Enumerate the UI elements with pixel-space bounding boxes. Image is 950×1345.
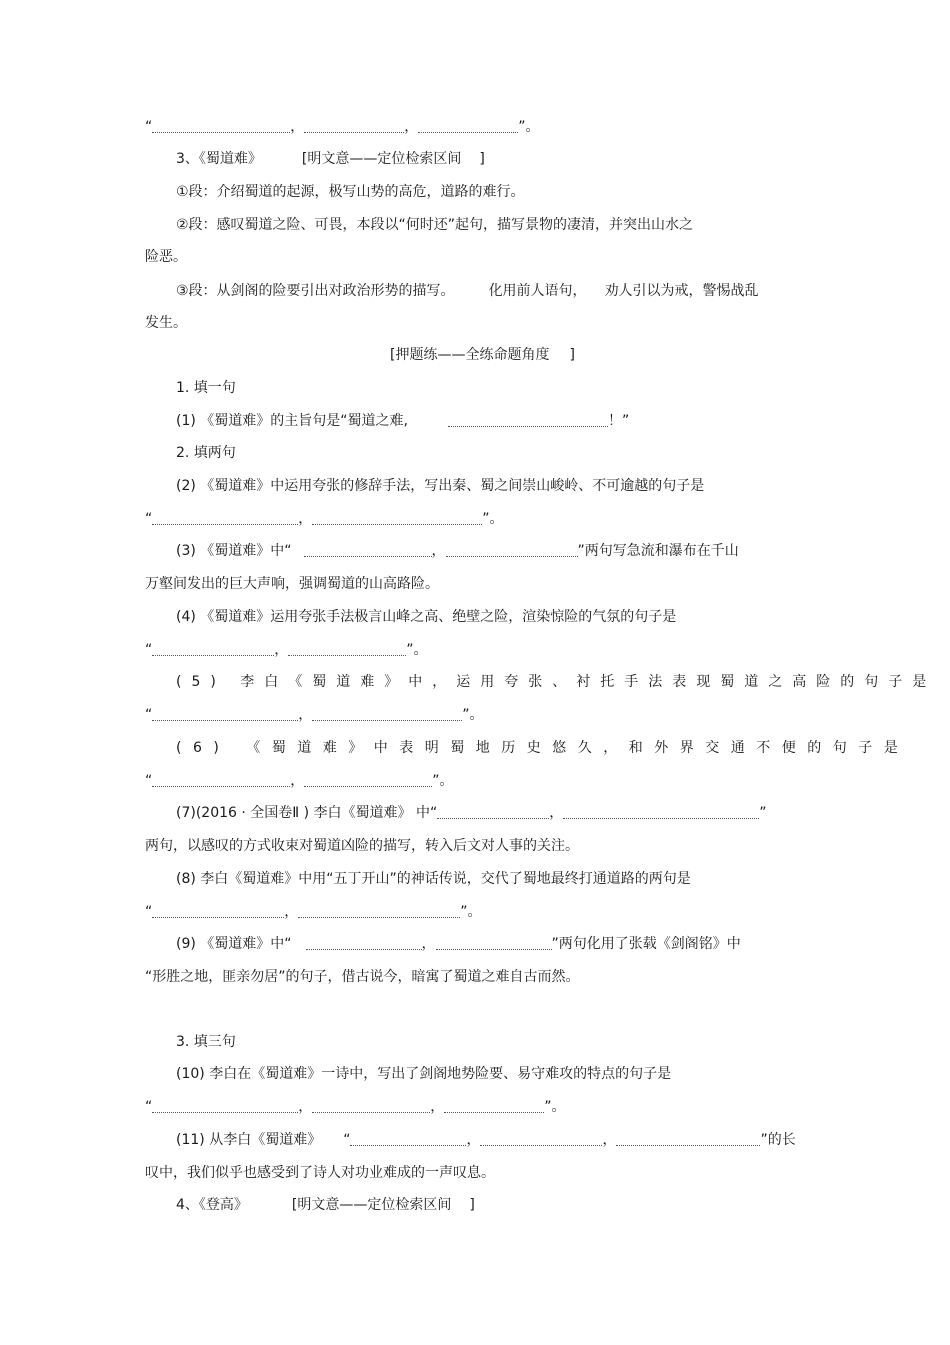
blank-field[interactable] xyxy=(437,804,549,819)
section-4-heading: 4、《登高》 [明文意——定位检索区间 ] xyxy=(176,1197,475,1213)
question-3-cont: 万壑间发出的巨大声响，强调蜀道的山高路险。 xyxy=(145,576,439,592)
blank-field[interactable] xyxy=(444,1098,544,1113)
paragraph-1: ①段：介绍蜀道的起源，极写山势的高危，道路的难行。 xyxy=(176,184,525,200)
blank-field[interactable] xyxy=(312,706,462,721)
question-11: (11) 从李白《蜀道难》 “ ， ， ”的长 xyxy=(176,1132,796,1148)
blank-field[interactable] xyxy=(152,118,290,133)
question-10-blanks: “ ， ， ”。 xyxy=(145,1099,566,1115)
question-7: (7)(2016 · 全国卷Ⅱ ) 李白《蜀道难》 中“ ， ” xyxy=(176,805,767,821)
blank-field[interactable] xyxy=(152,510,298,525)
blank-field[interactable] xyxy=(563,804,759,819)
blank-field[interactable] xyxy=(350,1131,466,1146)
fill-line-prev: “ ， ， ”。 xyxy=(145,119,540,135)
question-3: (3) 《蜀道难》中“ ， ”两句写急流和瀑布在千山 xyxy=(176,543,739,559)
question-1: (1) 《蜀道难》的主旨句是“蜀道之难, ！” xyxy=(176,413,630,429)
blank-field[interactable] xyxy=(436,935,552,950)
question-4: (4) 《蜀道难》运用夸张手法极言山峰之高、绝壁之险，渲染惊险的气氛的句子是 xyxy=(176,609,677,625)
blank-field[interactable] xyxy=(298,903,460,918)
blank-field[interactable] xyxy=(152,641,274,656)
question-5-blanks: “ ， ”。 xyxy=(145,707,484,723)
question-8: (8) 李白《蜀道难》中用“五丁开山”的神话传说，交代了蜀地最终打通道路的两句是 xyxy=(176,871,691,887)
question-2-blanks: “ ， ”。 xyxy=(145,511,504,527)
question-9-cont: “形胜之地，匪亲勿居”的句子，借古说今，暗寓了蜀道之难自古而然。 xyxy=(145,969,580,985)
heading-fill-two: 2. 填两句 xyxy=(176,445,236,461)
blank-field[interactable] xyxy=(448,412,608,427)
section-3-heading: 3、《蜀道难》 [明文意——定位检索区间 ] xyxy=(176,151,485,167)
blank-field[interactable] xyxy=(480,1131,602,1146)
question-5: (5) 李白《蜀道难》中，运用夸张、衬托手法表现蜀道之高险的句子是 xyxy=(176,674,937,690)
paragraph-3b: 发生。 xyxy=(145,315,187,331)
question-2: (2) 《蜀道难》中运用夸张的修辞手法，写出秦、蜀之间崇山峻岭、不可逾越的句子是 xyxy=(176,478,705,494)
heading-fill-one: 1. 填一句 xyxy=(176,380,236,396)
blank-field[interactable] xyxy=(304,772,432,787)
question-7-cont: 两句，以感叹的方式收束对蜀道凶险的描写，转入后文对人事的关注。 xyxy=(145,838,579,854)
question-11-cont: 叹中，我们似乎也感受到了诗人对功业难成的一声叹息。 xyxy=(145,1165,495,1181)
blank-field[interactable] xyxy=(152,1098,298,1113)
question-8-blanks: “ ， ”。 xyxy=(145,904,482,920)
paragraph-2a: ②段：感叹蜀道之险、可畏，本段以“何时还”起句，描写景物的凄清，并突出山水之 xyxy=(176,217,694,233)
heading-fill-three: 3. 填三句 xyxy=(176,1034,236,1050)
blank-field[interactable] xyxy=(152,903,284,918)
question-4-blanks: “ ， ”。 xyxy=(145,642,428,658)
blank-field[interactable] xyxy=(304,118,404,133)
blank-field[interactable] xyxy=(306,935,422,950)
blank-field[interactable] xyxy=(616,1131,760,1146)
blank-field[interactable] xyxy=(304,542,432,557)
blank-field[interactable] xyxy=(152,772,290,787)
blank-field[interactable] xyxy=(418,118,518,133)
yati-heading: [押题练——全练命题角度 ] xyxy=(390,347,575,363)
question-10: (10) 李白在《蜀道难》一诗中，写出了剑阁地势险要、易守难攻的特点的句子是 xyxy=(176,1066,672,1082)
blank-field[interactable] xyxy=(152,706,298,721)
question-6-blanks: “ ， ”。 xyxy=(145,773,454,789)
paragraph-3a: ③段：从剑阁的险要引出对政治形势的描写。 化用前人语句， 劝人引以为戒，警惕战乱 xyxy=(176,283,759,299)
question-6: (6) 《蜀道难》中表明蜀地历史悠久，和外界交通不便的句子是 xyxy=(176,740,910,756)
blank-field[interactable] xyxy=(446,542,578,557)
paragraph-2b: 险恶。 xyxy=(145,249,187,265)
blank-field[interactable] xyxy=(312,1098,430,1113)
blank-field[interactable] xyxy=(288,641,406,656)
blank-field[interactable] xyxy=(312,510,482,525)
question-9: (9) 《蜀道难》中“ ， ”两句化用了张载《剑阁铭》中 xyxy=(176,936,741,952)
